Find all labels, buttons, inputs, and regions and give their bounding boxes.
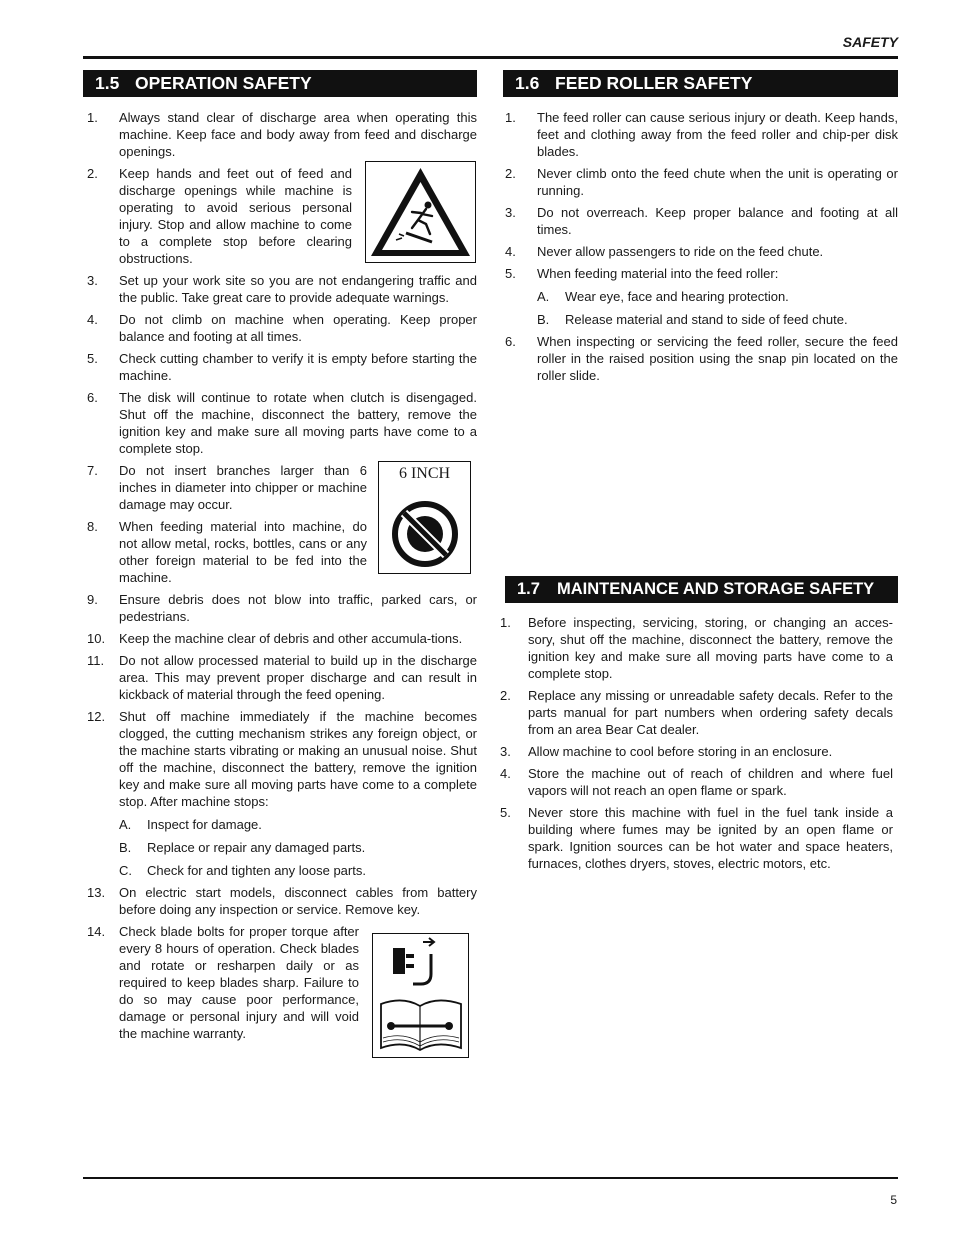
item-text: When inspecting or servicing the feed roller, secure the feed roller in the raised position using the snap pin located on the roller slide. xyxy=(537,334,898,383)
item-text: Ensure debris does not blow into traffic, parked cars, or pedestrians. xyxy=(119,592,477,624)
item-text: Shut off machine immediately if the machine becomes clogged, the cutting mechanism strikes any foreign object, or the machine starts vibrating or making an unusual noise. Shut off the machine, disconnect the battery, remove the ignition key and make sure all moving parts have come to a complete stop. After machine stops: xyxy=(119,709,477,809)
item-number: 9. xyxy=(87,592,98,607)
maintenance-storage-safety-list xyxy=(500,614,893,877)
item-number: 6. xyxy=(505,334,516,349)
item-text: Keep hands and feet out of feed and discharge openings while machine is operating to avoid serious personal injury. Stop and allow machine to come to a complete stop before clearing obstructions. xyxy=(119,166,352,266)
item-text: Check cutting chamber to verify it is empty before starting the machine. xyxy=(119,351,477,383)
item-number: 3. xyxy=(500,744,511,759)
item-number: 14. xyxy=(87,924,106,939)
sub-item-letter: C. xyxy=(119,863,132,878)
list-item xyxy=(500,804,893,872)
item-text: Do not overreach. Keep proper balance and footing at all times. xyxy=(537,205,898,237)
item-number: 7. xyxy=(87,463,98,478)
section-title: OPERATION SAFETY xyxy=(135,73,312,93)
sub-item xyxy=(537,311,898,328)
list-item xyxy=(87,311,477,345)
item-number: 3. xyxy=(505,205,516,220)
section-heading-operation-safety xyxy=(83,70,477,97)
sub-item-text: Release material and stand to side of feed chute. xyxy=(565,312,848,327)
list-item xyxy=(505,204,898,238)
section-number: 1.5 xyxy=(95,73,120,93)
item-text: Always stand clear of discharge area when operating this machine. Keep face and body away from feed and discharge openings. xyxy=(119,110,477,159)
item-text: Allow machine to cool before storing in an enclosure. xyxy=(528,744,833,759)
sub-item-text: Check for and tighten any loose parts. xyxy=(147,863,366,878)
item-number: 1. xyxy=(500,615,511,630)
section-title: MAINTENANCE AND STORAGE SAFETY xyxy=(557,580,875,598)
item-number: 12. xyxy=(87,709,106,724)
item-number: 1. xyxy=(87,110,98,125)
feed-roller-safety-list xyxy=(505,109,898,389)
item-number: 6. xyxy=(87,390,98,405)
item-number: 2. xyxy=(87,166,98,181)
sub-item-text: Replace or repair any damaged parts. xyxy=(147,840,366,855)
item-text: Never climb onto the feed chute when the unit is operating or running. xyxy=(537,166,898,198)
top-rule xyxy=(83,56,898,59)
list-item xyxy=(505,243,898,260)
item-text: Never allow passengers to ride on the feed chute. xyxy=(537,244,824,259)
section-title: FEED ROLLER SAFETY xyxy=(555,73,753,93)
item-number: 8. xyxy=(87,519,98,534)
list-item xyxy=(505,265,898,328)
six-inch-limit-decal xyxy=(378,461,471,574)
sub-item-letter: B. xyxy=(537,312,550,327)
bottom-rule xyxy=(83,1177,898,1179)
list-item xyxy=(500,743,893,760)
blade-manual-icon xyxy=(373,934,468,1057)
sub-item-text: Wear eye, face and hearing protection. xyxy=(565,289,789,304)
sub-item-letter: B. xyxy=(119,840,132,855)
item-number: 2. xyxy=(505,166,516,181)
list-item xyxy=(87,109,477,160)
list-item xyxy=(505,165,898,199)
item-number: 4. xyxy=(500,766,511,781)
list-item xyxy=(500,687,893,738)
item-number: 1. xyxy=(505,110,516,125)
warning-triangle-decal xyxy=(365,161,476,263)
item-number: 5. xyxy=(500,805,511,820)
list-item xyxy=(87,591,477,625)
running-header: SAFETY xyxy=(842,34,898,50)
item-text: The feed roller can cause serious injury or death. Keep hands, feet and clothing away from the feed roller and chip-per disk blades. xyxy=(537,110,898,159)
item-number: 10. xyxy=(87,631,106,646)
sub-item-text: Inspect for damage. xyxy=(147,817,262,832)
sub-item-letter: A. xyxy=(119,817,132,832)
item-text: Keep the machine clear of debris and other accumula-tions. xyxy=(119,631,463,646)
item-text: On electric start models, disconnect cables from battery before doing any inspection or service. Remove key. xyxy=(119,885,477,917)
sub-item xyxy=(537,288,898,305)
sub-item xyxy=(119,862,477,879)
list-item xyxy=(87,708,477,879)
section-number: 1.6 xyxy=(515,73,540,93)
list-item xyxy=(87,884,477,918)
list-item xyxy=(500,765,893,799)
warning-triangle-icon xyxy=(366,162,475,262)
page-number: 5 xyxy=(890,1193,897,1207)
item-number: 2. xyxy=(500,688,511,703)
item-text: Never store this machine with fuel in the fuel tank inside a building where fumes may be ignited by an open flame or spark. Ignition sources can be hot water and space heaters, furnaces, clothes dryers, stoves, electric motors, etc. xyxy=(528,805,893,871)
item-text: Replace any missing or unreadable safety decals. Refer to the parts manual for part numbers when ordering safety decals from an area Bear Cat dealer. xyxy=(528,688,893,737)
item-text: The disk will continue to rotate when clutch is disengaged. Shut off the machine, disconnect the battery, remove the ignition key and make sure all moving parts have come to a complete stop. xyxy=(119,390,477,456)
item-text: Before inspecting, servicing, storing, or changing an acces-sory, shut off the machine, disconnect the battery, remove the ignition key and make sure all moving parts have come to a complete stop. xyxy=(528,615,893,681)
item-number: 5. xyxy=(87,351,98,366)
list-item xyxy=(87,350,477,384)
item-number: 3. xyxy=(87,273,98,288)
item-text: When feeding material into machine, do not allow metal, rocks, bottles, cans or any other foreign material to be fed into the machine. xyxy=(119,519,367,585)
sub-item xyxy=(119,839,477,856)
list-item xyxy=(505,109,898,160)
item-number: 13. xyxy=(87,885,106,900)
item-number: 4. xyxy=(87,312,98,327)
section-heading-feed-roller-safety xyxy=(503,70,898,97)
section-number: 1.7 xyxy=(517,580,540,598)
decal-label: 6 INCH xyxy=(398,465,451,482)
list-item xyxy=(87,272,477,306)
item-text: When feeding material into the feed roller: xyxy=(537,266,779,281)
section-heading-maintenance-storage-safety xyxy=(505,576,898,603)
item-text: Set up your work site so you are not endangering traffic and the public. Take great care to provide adequate warnings. xyxy=(119,273,477,305)
item-text: Check blade bolts for proper torque after every 8 hours of operation. Check blades and rotate or resharpen daily or as required to keep blades sharp. Failure to do so may cause poor performance, damage or personal injury and will void the machine warranty. xyxy=(119,924,359,1041)
sub-item xyxy=(119,816,477,833)
list-item xyxy=(87,389,477,457)
list-item xyxy=(500,614,893,682)
prohibited-branch-icon xyxy=(379,494,470,574)
item-text: Do not climb on machine when operating. Keep proper balance and footing at all times. xyxy=(119,312,477,344)
list-item xyxy=(87,630,477,647)
item-number: 4. xyxy=(505,244,516,259)
sub-item-letter: A. xyxy=(537,289,550,304)
item-number: 5. xyxy=(505,266,516,281)
item-text: Store the machine out of reach of children and where fuel vapors will not reach an open flame or spark. xyxy=(528,766,893,798)
list-item xyxy=(87,652,477,703)
item-number: 11. xyxy=(87,653,105,668)
item-text: Do not allow processed material to build up in the discharge area. This may prevent proper discharge and can result in kickback of material through the feed opening. xyxy=(119,653,477,702)
item-text: Do not insert branches larger than 6 inches in diameter into chipper or machine damage may occur. xyxy=(119,463,367,512)
maintenance-manual-decal xyxy=(372,933,469,1058)
list-item xyxy=(505,333,898,384)
